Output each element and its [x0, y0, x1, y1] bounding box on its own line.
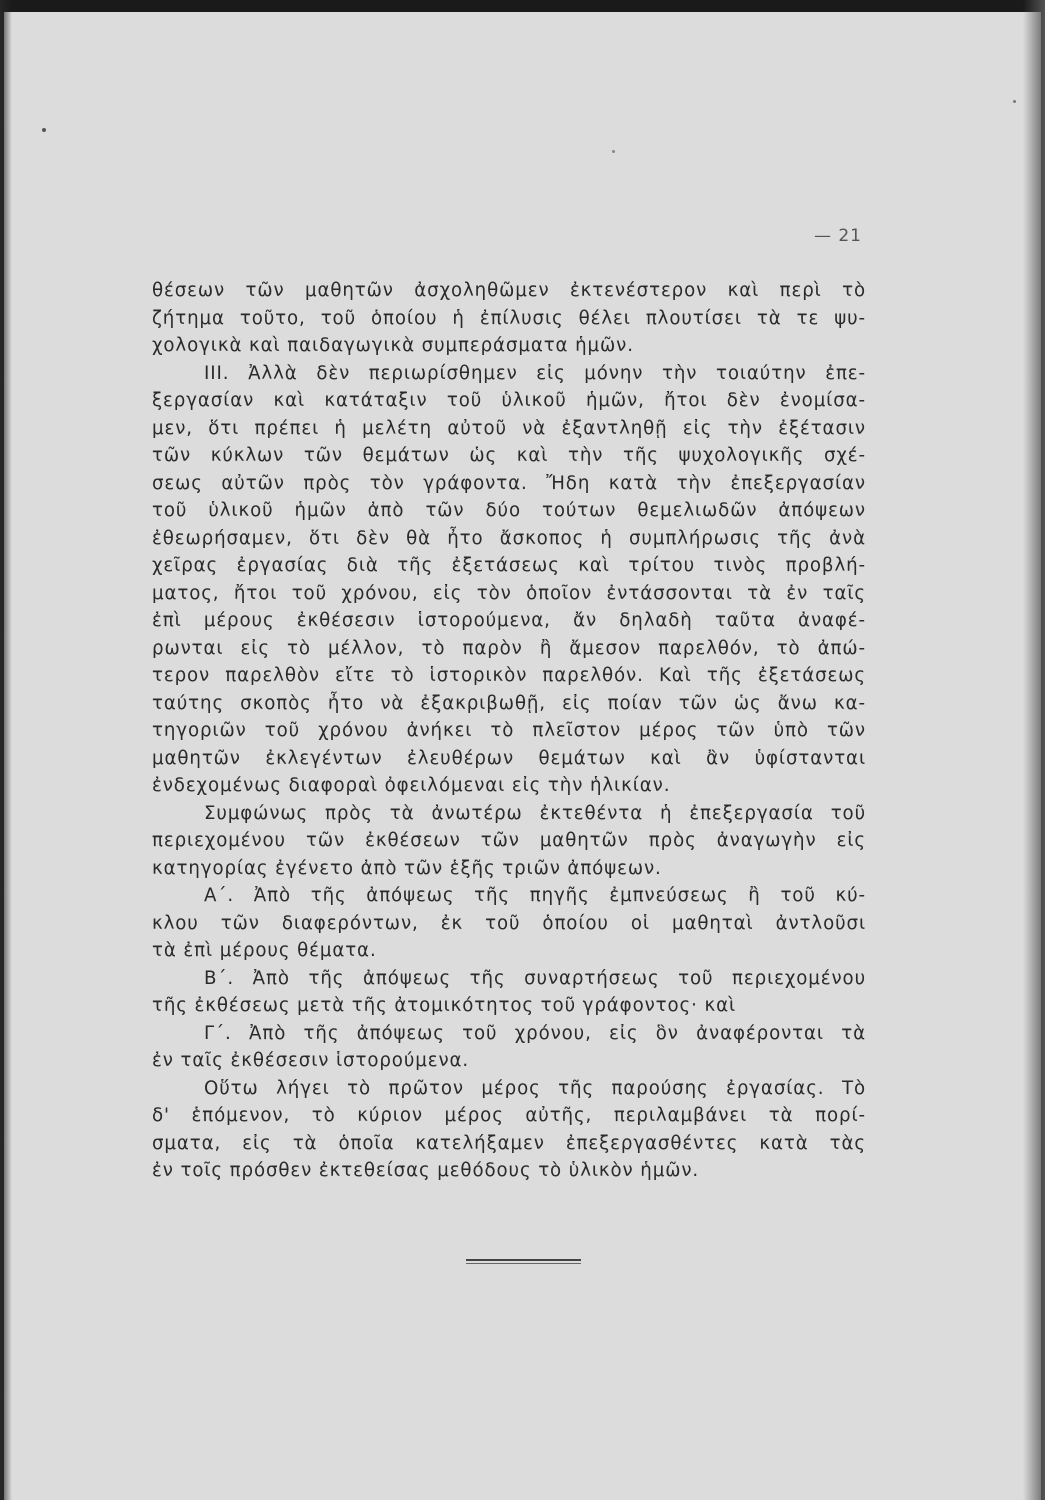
- text-line: Α΄. Ἀπὸ τῆς ἀπόψεως τῆς πηγῆς ἐμπνεύσεως ἢ τοῦ κύ-: [204, 885, 866, 906]
- text-line: Β΄. Ἀπὸ τῆς ἀπόψεως τῆς συναρτήσεως τοῦ περιεχομένου: [204, 967, 866, 989]
- text-line: ρωνται εἰς τὸ μέλλον, τὸ παρὸν ἢ ἄμεσον παρελθόν, τὸ ἀπώ-: [152, 637, 866, 659]
- text-line: θέσεων τῶν μαθητῶν ἀσχοληθῶμεν ἐκτενέστερον καὶ περὶ τὸ: [152, 280, 866, 301]
- paper-speck: [1013, 100, 1016, 103]
- text-line: ξεργασίαν καὶ κατάταξιν τοῦ ὑλικοῦ ἡμῶν, ἤτοι δὲν ἐνομίσα-: [152, 390, 866, 411]
- text-line: ἐνδεχομένως διαφοραὶ ὀφειλόμεναι εἰς τὴν ἡλικίαν.: [152, 775, 671, 796]
- text-line: Γ΄. Ἀπὸ τῆς ἀπόψεως τοῦ χρόνου, εἰς ὃν ἀναφέρονται τὰ: [204, 1022, 866, 1044]
- text-line: μαθητῶν ἐκλεγέντων ἐλευθέρων θεμάτων καὶ ἂν ὑφίστανται: [152, 747, 866, 769]
- text-line: κλου τῶν διαφερόντων, ἐκ τοῦ ὁποίου οἱ μαθηταὶ ἀντλοῦσι: [152, 912, 866, 934]
- text-line: Συμφώνως πρὸς τὰ ἀνωτέρω ἐκτεθέντα ἡ ἐπεξεργασία τοῦ: [204, 802, 866, 824]
- text-line: ἐπὶ μέρους ἐκθέσεσιν ἱστορούμενα, ἄν δηλαδὴ ταῦτα ἀναφέ-: [152, 610, 866, 631]
- text-line: σεως αὐτῶν πρὸς τὸν γράφοντα. Ἤδη κατὰ τὴν ἐπεξεργασίαν: [152, 472, 866, 494]
- paper-speck: [612, 150, 615, 153]
- text-line: ματος, ἤτοι τοῦ χρόνου, εἰς τὸν ὁποῖον ἐντάσσονται τὰ ἐν ταῖς: [152, 582, 866, 604]
- paper-speck: [42, 128, 46, 132]
- text-line: χεῖρας ἐργασίας διὰ τῆς ἐξετάσεως καὶ τρίτου τινὸς προβλή-: [152, 555, 866, 576]
- page-right-edge-shadow: [1023, 0, 1045, 1500]
- text-line: ἐν ταῖς ἐκθέσεσιν ἱστορούμενα.: [152, 1050, 470, 1071]
- page-number: — 21: [813, 226, 862, 246]
- text-line: τῆς ἐκθέσεως μετὰ τῆς ἀτομικότητος τοῦ γράφοντος· καὶ: [152, 995, 737, 1016]
- section-end-rule: [466, 1259, 581, 1261]
- text-line: περιεχομένου τῶν ἐκθέσεων τῶν μαθητῶν πρὸς ἀναγωγὴν εἰς: [152, 830, 866, 851]
- text-line: III. Ἀλλὰ δὲν περιωρίσθημεν εἰς μόνην τὴν τοιαύτην ἐπε-: [204, 362, 866, 384]
- text-line: δ' ἑπόμενον, τὸ κύριον μέρος αὐτῆς, περιλαμβάνει τὰ πορί-: [152, 1105, 866, 1126]
- section-end-rule-thin: [466, 1263, 581, 1264]
- text-line: ἐθεωρήσαμεν, ὅτι δὲν θὰ ἦτο ἄσκοπος ἡ συμπλήρωσις τῆς ἀνὰ: [152, 527, 866, 549]
- text-line: τοῦ ὑλικοῦ ἡμῶν ἀπὸ τῶν δύο τούτων θεμελιωδῶν ἀπόψεων: [152, 500, 866, 521]
- text-line: τῶν κύκλων τῶν θεμάτων ὡς καὶ τὴν τῆς ψυχολογικῆς σχέ-: [152, 445, 866, 466]
- text-line: τερον παρελθὸν εἴτε τὸ ἱστορικὸν παρελθόν. Καὶ τῆς ἐξετάσεως: [152, 665, 866, 686]
- text-line: τὰ ἐπὶ μέρους θέματα.: [152, 940, 377, 961]
- body-text: [152, 277, 866, 1185]
- text-line: ἐν τοῖς πρόσθεν ἐκτεθείσας μεθόδους τὸ ὑλικὸν ἡμῶν.: [152, 1160, 700, 1181]
- text-line: κατηγορίας ἐγένετο ἀπὸ τῶν ἑξῆς τριῶν ἀπόψεων.: [152, 857, 662, 879]
- page-left-edge-shadow: [0, 0, 12, 1500]
- text-line: τηγοριῶν τοῦ χρόνου ἀνήκει τὸ πλεῖστον μέρος τῶν ὑπὸ τῶν: [152, 720, 866, 741]
- text-line: ταύτης σκοπὸς ἦτο νὰ ἐξακριβωθῇ, εἰς ποίαν τῶν ὡς ἄνω κα-: [152, 692, 866, 714]
- text-line: Οὕτω λήγει τὸ πρῶτον μέρος τῆς παρούσης ἐργασίας. Τὸ: [204, 1077, 866, 1099]
- text-line: σματα, εἰς τὰ ὁποῖα κατελήξαμεν ἐπεξεργασθέντες κατὰ τὰς: [152, 1132, 866, 1154]
- text-line: μεν, ὅτι πρέπει ἡ μελέτη αὐτοῦ νὰ ἐξαντληθῇ εἰς τὴν ἐξέτασιν: [152, 417, 866, 439]
- text-line: χολογικὰ καὶ παιδαγωγικὰ συμπεράσματα ἡμῶν.: [152, 335, 634, 356]
- text-line: ζήτημα τοῦτο, τοῦ ὁποίου ἡ ἐπίλυσις θέλει πλουτίσει τὰ τε ψυ-: [152, 307, 866, 329]
